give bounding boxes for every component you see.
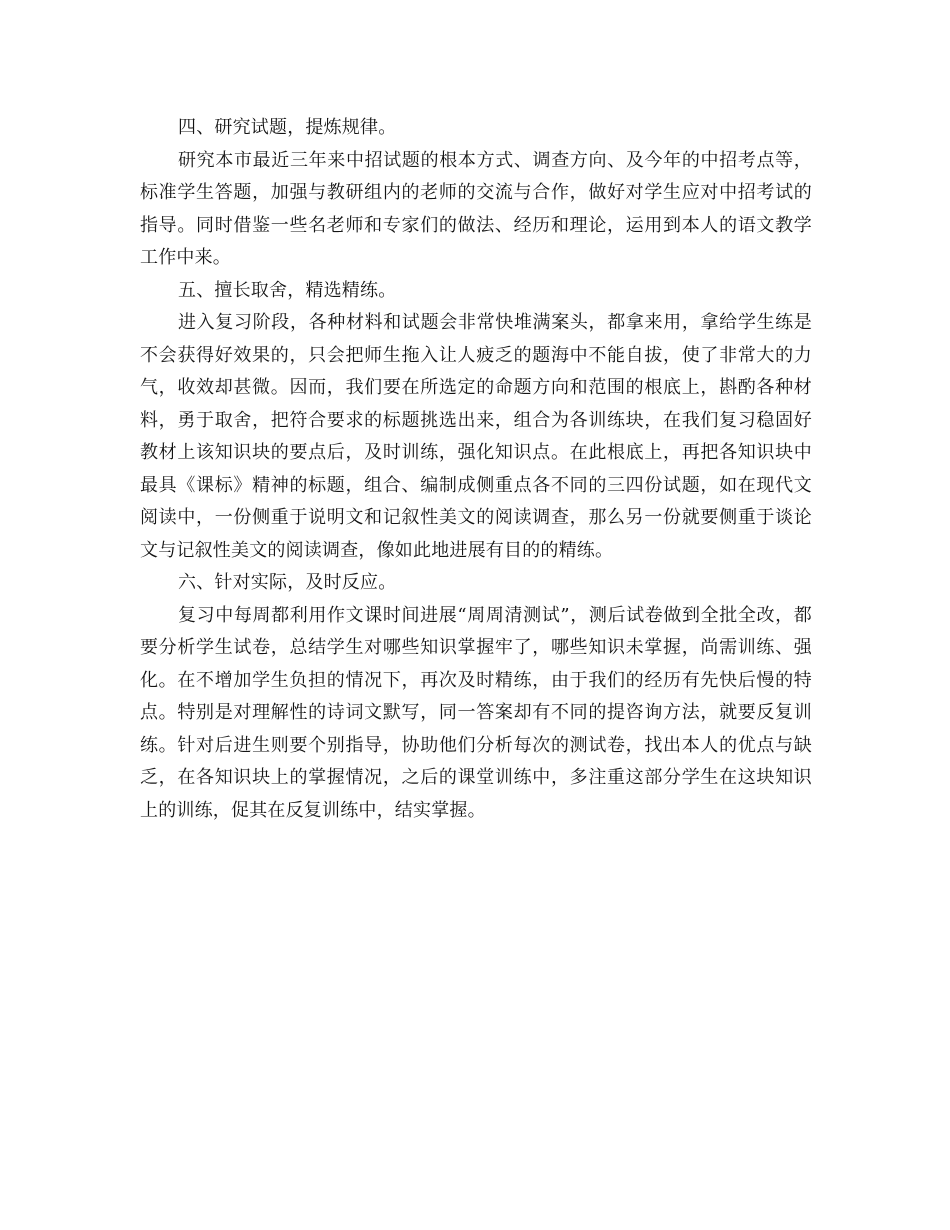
- section-body-6: 复习中每周都利用作文课时间进展“周周清测试”，测后试卷做到全批全改，都要分析学生试卷，总结学生对哪些知识掌握牢了，哪些知识未掌握，尚需训练、强化。在不增加学生负担的情况下，再次及时精练，由于我们的经历有先快后慢的特点。特别是对理解性的诗词文默写，同一答案却有不同的提咨询方法，就要反复训练。针对后进生则要个别指导，协助他们分析每次的测试卷，找出本人的优点与缺乏，在各知识块上的掌握情况，之后的课堂训练中，多注重这部分学生在这块知识上的训练，促其在反复训练中，结实掌握。: [140, 604, 812, 821]
- section-body-5: 进入复习阶段，各种材料和试题会非常快堆满案头，都拿来用，拿给学生练是不会获得好效果的，只会把师生拖入让人疲乏的题海中不能自拔，使了非常大的力气，收效却甚微。因而，我们要在所选定的命题方向和范围的根底上，斟酌各种材料，勇于取舍，把符合要求的标题挑选出来，组合为各训练块，在我们复习稳固好教材上该知识块的要点后，及时训练，强化知识点。在此根底上，再把各知识块中最具《课标》精神的标题，组合、编制成侧重点各不同的三四份试题，如在现代文阅读中，一份侧重于说明文和记叙性美文的阅读调查，那么另一份就要侧重于谈论文与记叙性美文的阅读调查，像如此地进展有目的的精练。: [140, 312, 812, 561]
- section-body-4: 研究本市最近三年来中招试题的根本方式、调查方向、及今年的中招考点等，标准学生答题，加强与教研组内的老师的交流与合作，做好对学生应对中招考试的指导。同时借鉴一些名老师和专家们的做法、经历和理论，运用到本人的语文教学工作中来。: [140, 149, 812, 268]
- document-body: [140, 112, 812, 827]
- section-heading-5: 五、擅长取舍，精选精练。: [178, 279, 397, 301]
- section-heading-4: 四、研究试题，提炼规律。: [178, 117, 397, 138]
- section-heading-6: 六、针对实际，及时反应。: [178, 572, 397, 593]
